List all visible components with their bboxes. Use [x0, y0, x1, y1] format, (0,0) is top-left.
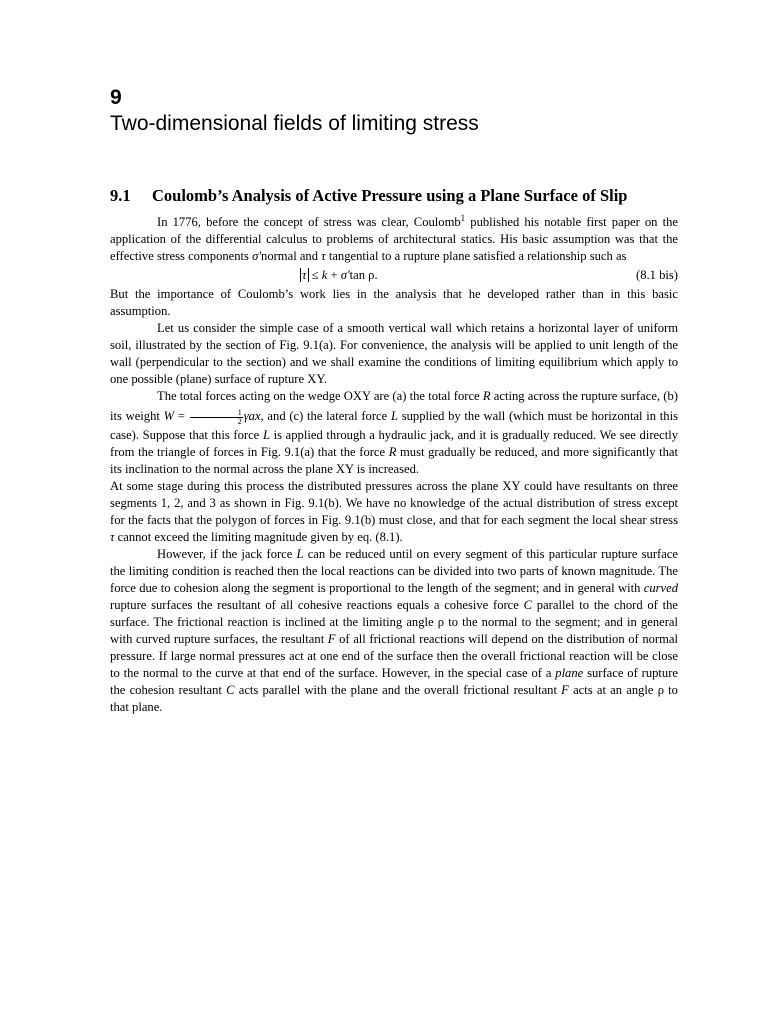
force-R: R [482, 389, 491, 403]
body-text [110, 214, 678, 716]
text-run: normal and [261, 249, 322, 263]
force-L: L [262, 428, 270, 442]
equation-number: (8.1 bis) [636, 268, 678, 282]
fraction-one-half [190, 409, 243, 426]
text-run: of all frictional reactions will depend on the distribution of normal pressure. If large normal pressures act at one end of the surface then the overall frictional reaction will be close to the normal to the curve at that end of the surface. However, in the special case of a [110, 632, 678, 680]
paragraph-2: But the importance of Coulomb’s work lies in the analysis that he developed rather than in this basic assumption. [110, 287, 678, 318]
tau-symbol: τ [302, 268, 307, 282]
k-symbol: k [321, 268, 328, 282]
equation-relation: ≤ [308, 268, 322, 282]
W-symbol: W [163, 409, 175, 423]
sigma-symbol: σ' [252, 249, 262, 263]
chapter-number: 9 [110, 86, 122, 109]
emphasis-curved: curved [643, 581, 678, 595]
text-run: In 1776, before the concept of stress was clear, Coulomb [157, 215, 461, 229]
text-run: acts parallel with the plane and the overall frictional resultant [234, 683, 562, 697]
footnote-marker: 1 [460, 212, 466, 223]
force-L: L [296, 547, 304, 561]
text-run: acts at an angle ρ to that plane. [110, 683, 678, 714]
paragraph-4 [110, 388, 678, 478]
text-run: surface of rupture the cohesion resultant [110, 666, 678, 697]
force-F: F [561, 683, 569, 697]
text-run: cannot exceed the limiting magnitude given by eq. (8.1). [114, 530, 403, 544]
equation-formula [300, 265, 378, 286]
tan-rho: tan ρ. [349, 268, 378, 282]
text-run: can be reduced until on every segment of this particular rupture surface the limiting condition is reached then the local reactions can be divided into two parts of known magnitude. The force due to cohesion along the segment is proportional to the length of the segment; and in general with [110, 547, 678, 595]
fraction-numerator: 1 [190, 409, 243, 418]
force-F: F [327, 632, 336, 646]
emphasis-plane: plane [555, 666, 584, 680]
fraction-denominator: 2 [237, 416, 242, 426]
text-run: must gradually be reduced, and more significantly that its inclination to the normal across the plane XY is increased. [110, 445, 678, 476]
text-run: tangential to a rupture plane satisfied a relationship such as [325, 249, 627, 263]
chapter-title: Two-dimensional fields of limiting stress [110, 112, 479, 135]
section-heading [110, 185, 678, 207]
text-run: acting across the rupture surface, (b) its weight [110, 389, 678, 423]
text-run: rupture surfaces the resultant of all cohesive reactions equals a cohesive force [110, 598, 524, 612]
tau-symbol: τ [321, 249, 326, 263]
paragraph-6 [110, 546, 678, 716]
weight-formula [163, 407, 264, 426]
force-L: L [390, 409, 398, 423]
sigma-symbol: σ' [340, 268, 350, 282]
force-C: C [523, 598, 533, 612]
gamma-ax: γax, [243, 409, 264, 423]
text-run: However, if the jack force [157, 547, 297, 561]
text-run: supplied by the wall (which must be horizontal in this case). Suppose that this force [110, 409, 678, 442]
plus-sign: + [327, 268, 341, 282]
text-run: At some stage during this process the distributed pressures across the plane XY could have resultants on three segments 1, 2, and 3 as shown in Fig. 9.1(b). We have no knowledge of the actual distribution of stress except for the facts that the polygon of forces in Fig. 9.1(b) must close, and that for each segment the local shear stress [110, 479, 678, 527]
abs-tau [300, 268, 309, 282]
text-run: is applied through a hydraulic jack, and it is gradually reduced. We see directly from the triangle of forces in Fig. 9.1(a) that the force [110, 428, 679, 459]
text-run: published his notable first paper on the application of the differential calculus to problems of architectural statics. His basic assumption was that the effective stress components [110, 215, 678, 263]
equals-sign: = [174, 409, 189, 423]
text-run: The total forces acting on the wedge OXY are (a) the total force [157, 389, 483, 403]
text-run: and (c) the lateral force [263, 409, 391, 423]
tau-symbol: τ [110, 530, 115, 544]
section-title: Coulomb’s Analysis of Active Pressure using a Plane Surface of Slip [152, 186, 628, 205]
paragraph-5 [110, 478, 678, 546]
paragraph-3: Let us consider the simple case of a smooth vertical wall which retains a horizontal layer of uniform soil, illustrated by the section of Fig. 9.1(a). For convenience, the analysis will be applied to unit length of the wall (perpendicular to the section) and we shall examine the conditions of limiting equilibrium which apply to one possible (plane) surface of rupture XY. [110, 321, 678, 386]
equation-8-1-bis [110, 265, 678, 286]
force-R: R [388, 445, 397, 459]
force-C: C [226, 683, 235, 697]
paragraph-1 [110, 214, 678, 265]
section-number: 9.1 [110, 186, 131, 205]
text-run: parallel to the chord of the surface. The frictional reaction is inclined at the limiting angle ρ to the normal to the segment; and in general with curved rupture surfaces, the resultant [110, 598, 678, 646]
